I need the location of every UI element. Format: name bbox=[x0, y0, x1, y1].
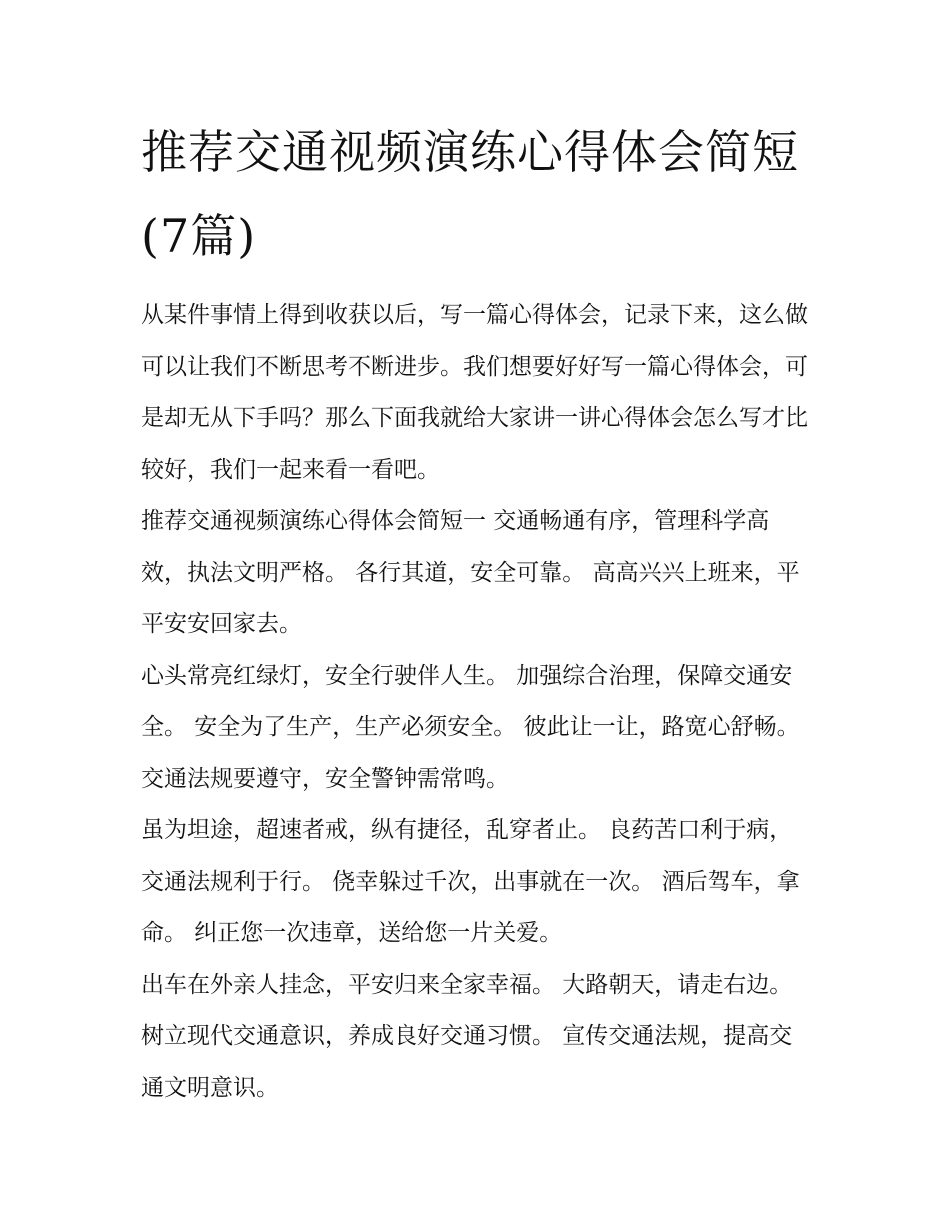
document-body bbox=[141, 110, 813, 1114]
paragraph-two: 心头常亮红绿灯，安全行驶伴人生。 加强综合治理，保障交通安全。 安全为了生产，生产必须安全。 彼此让一让，路宽心舒畅。 交通法规要遵守，安全警钟需常鸣。 bbox=[141, 662, 800, 792]
document-title: 推荐交通视频演练心得体会简短(7篇) bbox=[141, 125, 799, 263]
paragraph-intro: 从某件事情上得到收获以后，写一篇心得体会，记录下来，这么做可以让我们不断思考不断进步。我们想要好好写一篇心得体会，可是却无从下手吗？那么下面我就给大家讲一讲心得体会怎么写才比较好，我们一起来看一看吧。 bbox=[141, 302, 808, 483]
paragraph-one: 推荐交通视频演练心得体会简短一 交通畅通有序，管理科学高效，执法文明严格。 各行其道，安全可靠。 高高兴兴上班来，平平安安回家去。 bbox=[141, 508, 800, 637]
paragraph-three: 虽为坦途，超速者戒，纵有捷径，乱穿者止。 良药苦口利于病，交通法规利于行。 侥幸躲过千次，出事就在一次。 酒后驾车，拿命。 纠正您一次违章，送给您一片关爱。 bbox=[141, 817, 800, 946]
paragraph-four: 出车在外亲人挂念，平安归来全家幸福。 大路朝天，请走右边。 树立现代交通意识，养成良好交通习惯。 宣传交通法规，提高交通文明意识。 bbox=[141, 971, 793, 1101]
